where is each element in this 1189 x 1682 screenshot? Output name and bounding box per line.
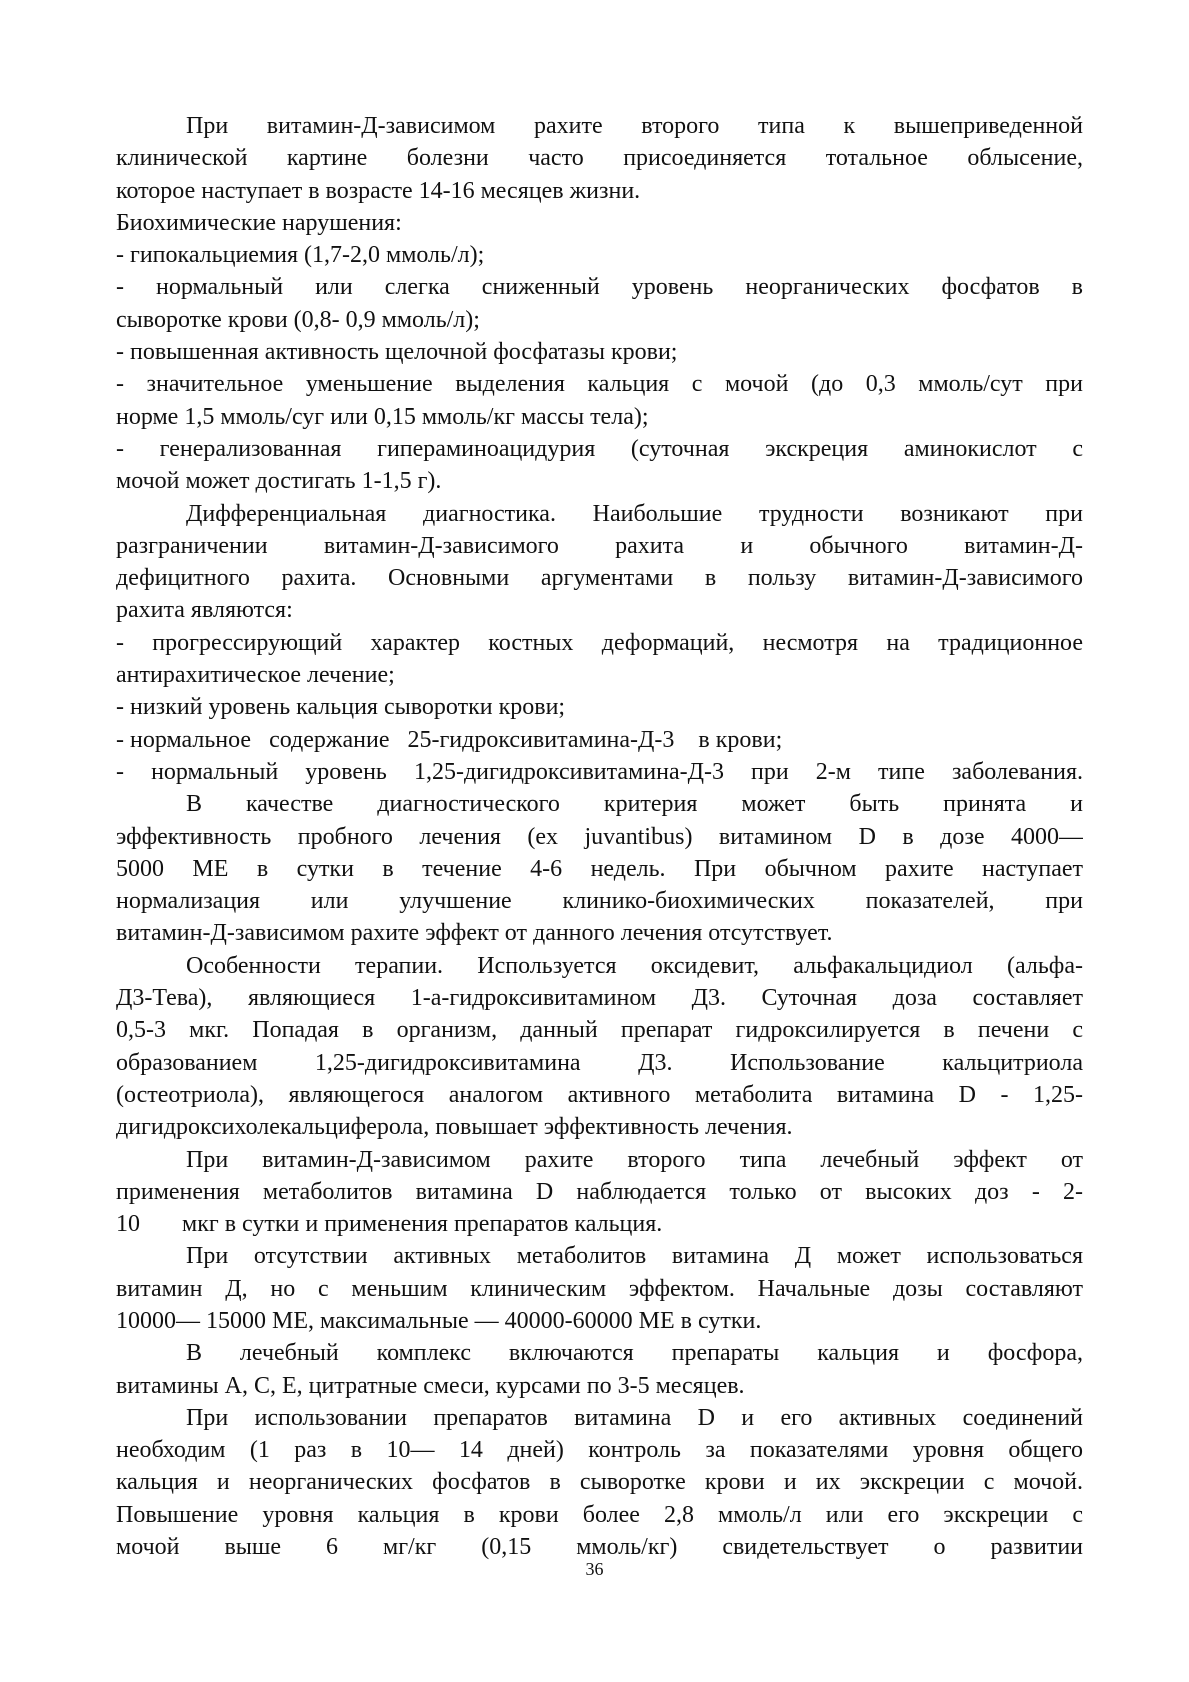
text-line: - нормальный или слегка сниженный уровень неорганических фосфатов в — [116, 274, 1083, 301]
text-line: Д3-Тева), являющиеся 1-а-гидроксивитамином Д3. Суточная доза составляет — [116, 985, 1083, 1012]
text-line: 10 мкг в сутки и применения препаратов кальция. — [116, 1211, 663, 1238]
text-line: сыворотке крови (0,8- 0,9 ммоль/л); — [116, 306, 480, 333]
text-line: витамины А, С, Е, цитратные смеси, курсами по 3-5 месяцев. — [116, 1372, 745, 1399]
text-line: клинической картине болезни часто присоединяется тотальное облысение, — [116, 145, 1083, 172]
text-line: - прогрессирующий характер костных деформаций, несмотря на традиционное — [116, 629, 1083, 656]
text-line: При витамин-Д-зависимом рахите второго типа лечебный эффект от — [186, 1146, 1083, 1173]
text-line: Дифференциальная диагностика. Наибольшие трудности возникают при — [186, 500, 1083, 527]
text-line: рахита являются: — [116, 597, 293, 624]
document-body — [116, 110, 1083, 1563]
text-line: кальция и неорганических фосфатов в сыворотке крови и их экскреции с мочой. — [116, 1469, 1083, 1496]
text-line: которое наступает в возрасте 14-16 месяцев жизни. — [116, 177, 641, 204]
text-line: эффективность пробного лечения (ex juvantibus) витамином D в дозе 4000— — [116, 823, 1083, 850]
text-line: дигидроксихолекальциферола, повышает эффективность лечения. — [116, 1114, 793, 1141]
text-line: нормализация или улучшение клинико-биохимических показателей, при — [116, 888, 1083, 915]
text-line: (остеотриола), являющегося аналогом активного метаболита витамина D - 1,25- — [116, 1081, 1083, 1108]
text-line: - низкий уровень кальция сыворотки крови; — [116, 694, 566, 721]
text-line: При использовании препаратов витамина D и его активных соединений — [186, 1404, 1083, 1431]
text-line: - нормальный уровень 1,25-дигидроксивитамина-Д-3 при 2-м типе заболевания. — [116, 758, 1083, 785]
text-line: - нормальное содержание 25-гидроксивитамина-Д-3 в крови; — [116, 726, 783, 753]
text-line: - гипокальциемия (1,7-2,0 ммоль/л); — [116, 242, 485, 269]
text-line: мочой может достигать 1-1,5 г). — [116, 468, 442, 495]
text-line: дефицитного рахита. Основными аргументами в пользу витамин-Д-зависимого — [116, 565, 1083, 592]
text-line: При витамин-Д-зависимом рахите второго типа к вышеприведенной — [186, 113, 1083, 139]
text-line: мочой выше 6 мг/кг (0,15 ммоль/кг) свидетельствует о развитии — [116, 1534, 1083, 1561]
text-line: образованием 1,25-дигидроксивитамина Д3. Использование кальцитриола — [116, 1049, 1083, 1076]
text-line: - значительное уменьшение выделения кальция с мочой (до 0,3 ммоль/сут при — [116, 371, 1083, 398]
text-line: Особенности терапии. Используется оксидевит, альфакальцидиол (альфа- — [186, 952, 1083, 979]
text-line: В лечебный комплекс включаются препараты кальция и фосфора, — [186, 1340, 1083, 1367]
text-line: 10000— 15000 ME, максимальные — 40000-60000 ME в сутки. — [116, 1307, 762, 1334]
text-line: В качестве диагностического критерия может быть принята и — [186, 791, 1083, 818]
text-line: - генерализованная гипераминоацидурия (суточная экскреция аминокислот с — [116, 435, 1083, 462]
text-line: 5000 ME в сутки в течение 4-6 недель. При обычном рахите наступает — [116, 855, 1083, 882]
text-line: 0,5-3 мкг. Попадая в организм, данный препарат гидроксилируется в печени с — [116, 1017, 1083, 1044]
text-line: - повышенная активность щелочной фосфатазы крови; — [116, 339, 678, 366]
text-line: витамин Д, но с меньшим клиническим эффектом. Начальные дозы составляют — [116, 1275, 1083, 1302]
text-line: Биохимические нарушения: — [116, 209, 402, 236]
text-line: разграничении витамин-Д-зависимого рахита и обычного витамин-Д- — [116, 532, 1083, 559]
text-line: применения метаболитов витамина D наблюдается только от высоких доз - 2- — [116, 1178, 1083, 1205]
page-number: 36 — [585, 1559, 604, 1579]
text-line: витамин-Д-зависимом рахите эффект от данного лечения отсутствует. — [116, 920, 833, 947]
text-line: норме 1,5 ммоль/суг или 0,15 ммоль/кг массы тела); — [116, 403, 649, 430]
text-line: необходим (1 раз в 10— 14 дней) контроль за показателями уровня общего — [116, 1437, 1083, 1464]
text-line: При отсутствии активных метаболитов витамина Д может использоваться — [186, 1243, 1083, 1270]
text-line: Повышение уровня кальция в крови более 2,8 ммоль/л или его экскреции с — [116, 1501, 1083, 1528]
text-line: антирахитическое лечение; — [116, 662, 395, 689]
